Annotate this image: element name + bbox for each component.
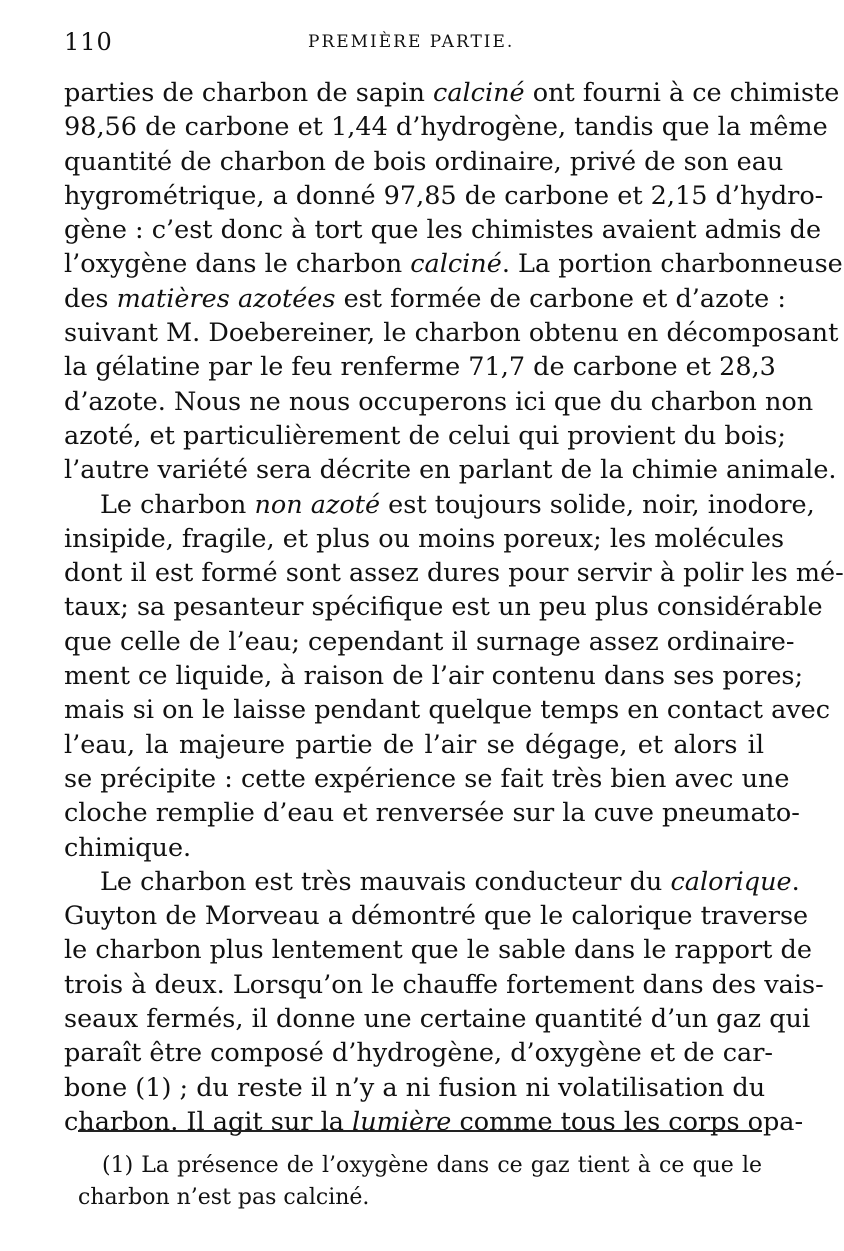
main-text [64,76,844,1139]
footnote-line: (1) La présence de l’oxygène dans ce gaz tient à ce que le [102,1153,762,1178]
paragraph-line: insipide, fragile, et plus ou moins poreux; les molécules [64,523,785,554]
paragraph-line: trois à deux. Lorsqu’on le chauffe fortement dans des vais- [64,969,824,1000]
paragraph-line: mais si on le laisse pendant quelque temps en contact avec [64,695,831,726]
paragraph-line: d’azote. Nous ne nous occuperons ici que du charbon non [64,386,814,417]
paragraph-line: que celle de l’eau; cependant il surnage assez ordinaire- [64,626,795,657]
paragraph-line: la gélatine par le feu renferme 71,7 de carbone et 28,3 [64,352,776,383]
paragraph-line: taux; sa pesanteur spécifique est un peu plus considérable [64,592,823,623]
paragraph-line: l’oxygène dans le charbon calciné. La portion charbonneuse [64,249,843,280]
italic-term: matières azotées [116,283,336,314]
paragraph-line: l’eau, la majeure partie de l’air se dégage, et alors il [64,729,764,760]
footnote-rule [78,1130,762,1132]
paragraph-line: suivant M. Doebereiner, le charbon obtenu en décomposant [64,318,839,349]
paragraph-line: se précipite : cette expérience se fait très bien avec une [64,763,790,794]
paragraph-line: dont il est formé sont assez dures pour servir à polir les mé- [64,558,844,589]
footnotes [78,1150,762,1214]
paragraph-line: 98,56 de carbone et 1,44 d’hydrogène, tandis que la même [64,112,828,143]
paragraph-line: ment ce liquide, à raison de l’air contenu dans ses pores; [64,661,804,692]
italic-term: calorique [670,866,792,897]
italic-term: calciné [410,249,502,280]
paragraph-line: quantité de charbon de bois ordinaire, privé de son eau [64,146,784,177]
page-number: 110 [64,28,113,56]
paragraph-line: parties de charbon de sapin calciné ont fourni à ce chimiste [64,78,840,108]
page-header [64,28,760,58]
paragraph-line: cloche remplie d’eau et renversée sur la cuve pneumato- [64,798,800,829]
paragraph-line: gène : c’est donc à tort que les chimistes avaient admis de [64,215,822,246]
paragraph-line: paraît être composé d’hydrogène, d’oxygène et de car- [64,1038,774,1069]
italic-term: calciné [433,78,525,108]
paragraph-line: bone (1) ; du reste il n’y a ni fusion ni volatilisation du [64,1072,766,1103]
italic-term: non azoté [254,489,381,520]
paragraph-line: hygrométrique, a donné 97,85 de carbone et 2,15 d’hydro- [64,180,824,211]
paragraph-line: seaux fermés, il donne une certaine quantité d’un gaz qui [64,1004,811,1035]
paragraph-line: charbon. Il agit sur la lumière comme tous les corps opa- [64,1106,804,1137]
paragraph-line: Guyton de Morveau a démontré que le calorique traverse [64,901,809,932]
paragraph-line: des matières azotées est formée de carbone et d’azote : [64,283,786,314]
paragraph-line: Le charbon non azoté est toujours solide, noir, inodore, [100,489,815,520]
paragraph-line: azoté, et particulièrement de celui qui provient du bois; [64,420,786,451]
paragraph-line: chimique. [64,832,192,863]
italic-term: lumière [352,1106,452,1137]
paragraph-line: le charbon plus lentement que le sable dans le rapport de [64,935,812,966]
paragraph-line: Le charbon est très mauvais conducteur du calorique. [100,866,800,897]
running-head: PREMIÈRE PARTIE. [308,32,515,52]
footnote-line: charbon n’est pas calciné. [78,1185,370,1210]
paragraph-line: l’autre variété sera décrite en parlant de la chimie animale. [64,455,837,486]
